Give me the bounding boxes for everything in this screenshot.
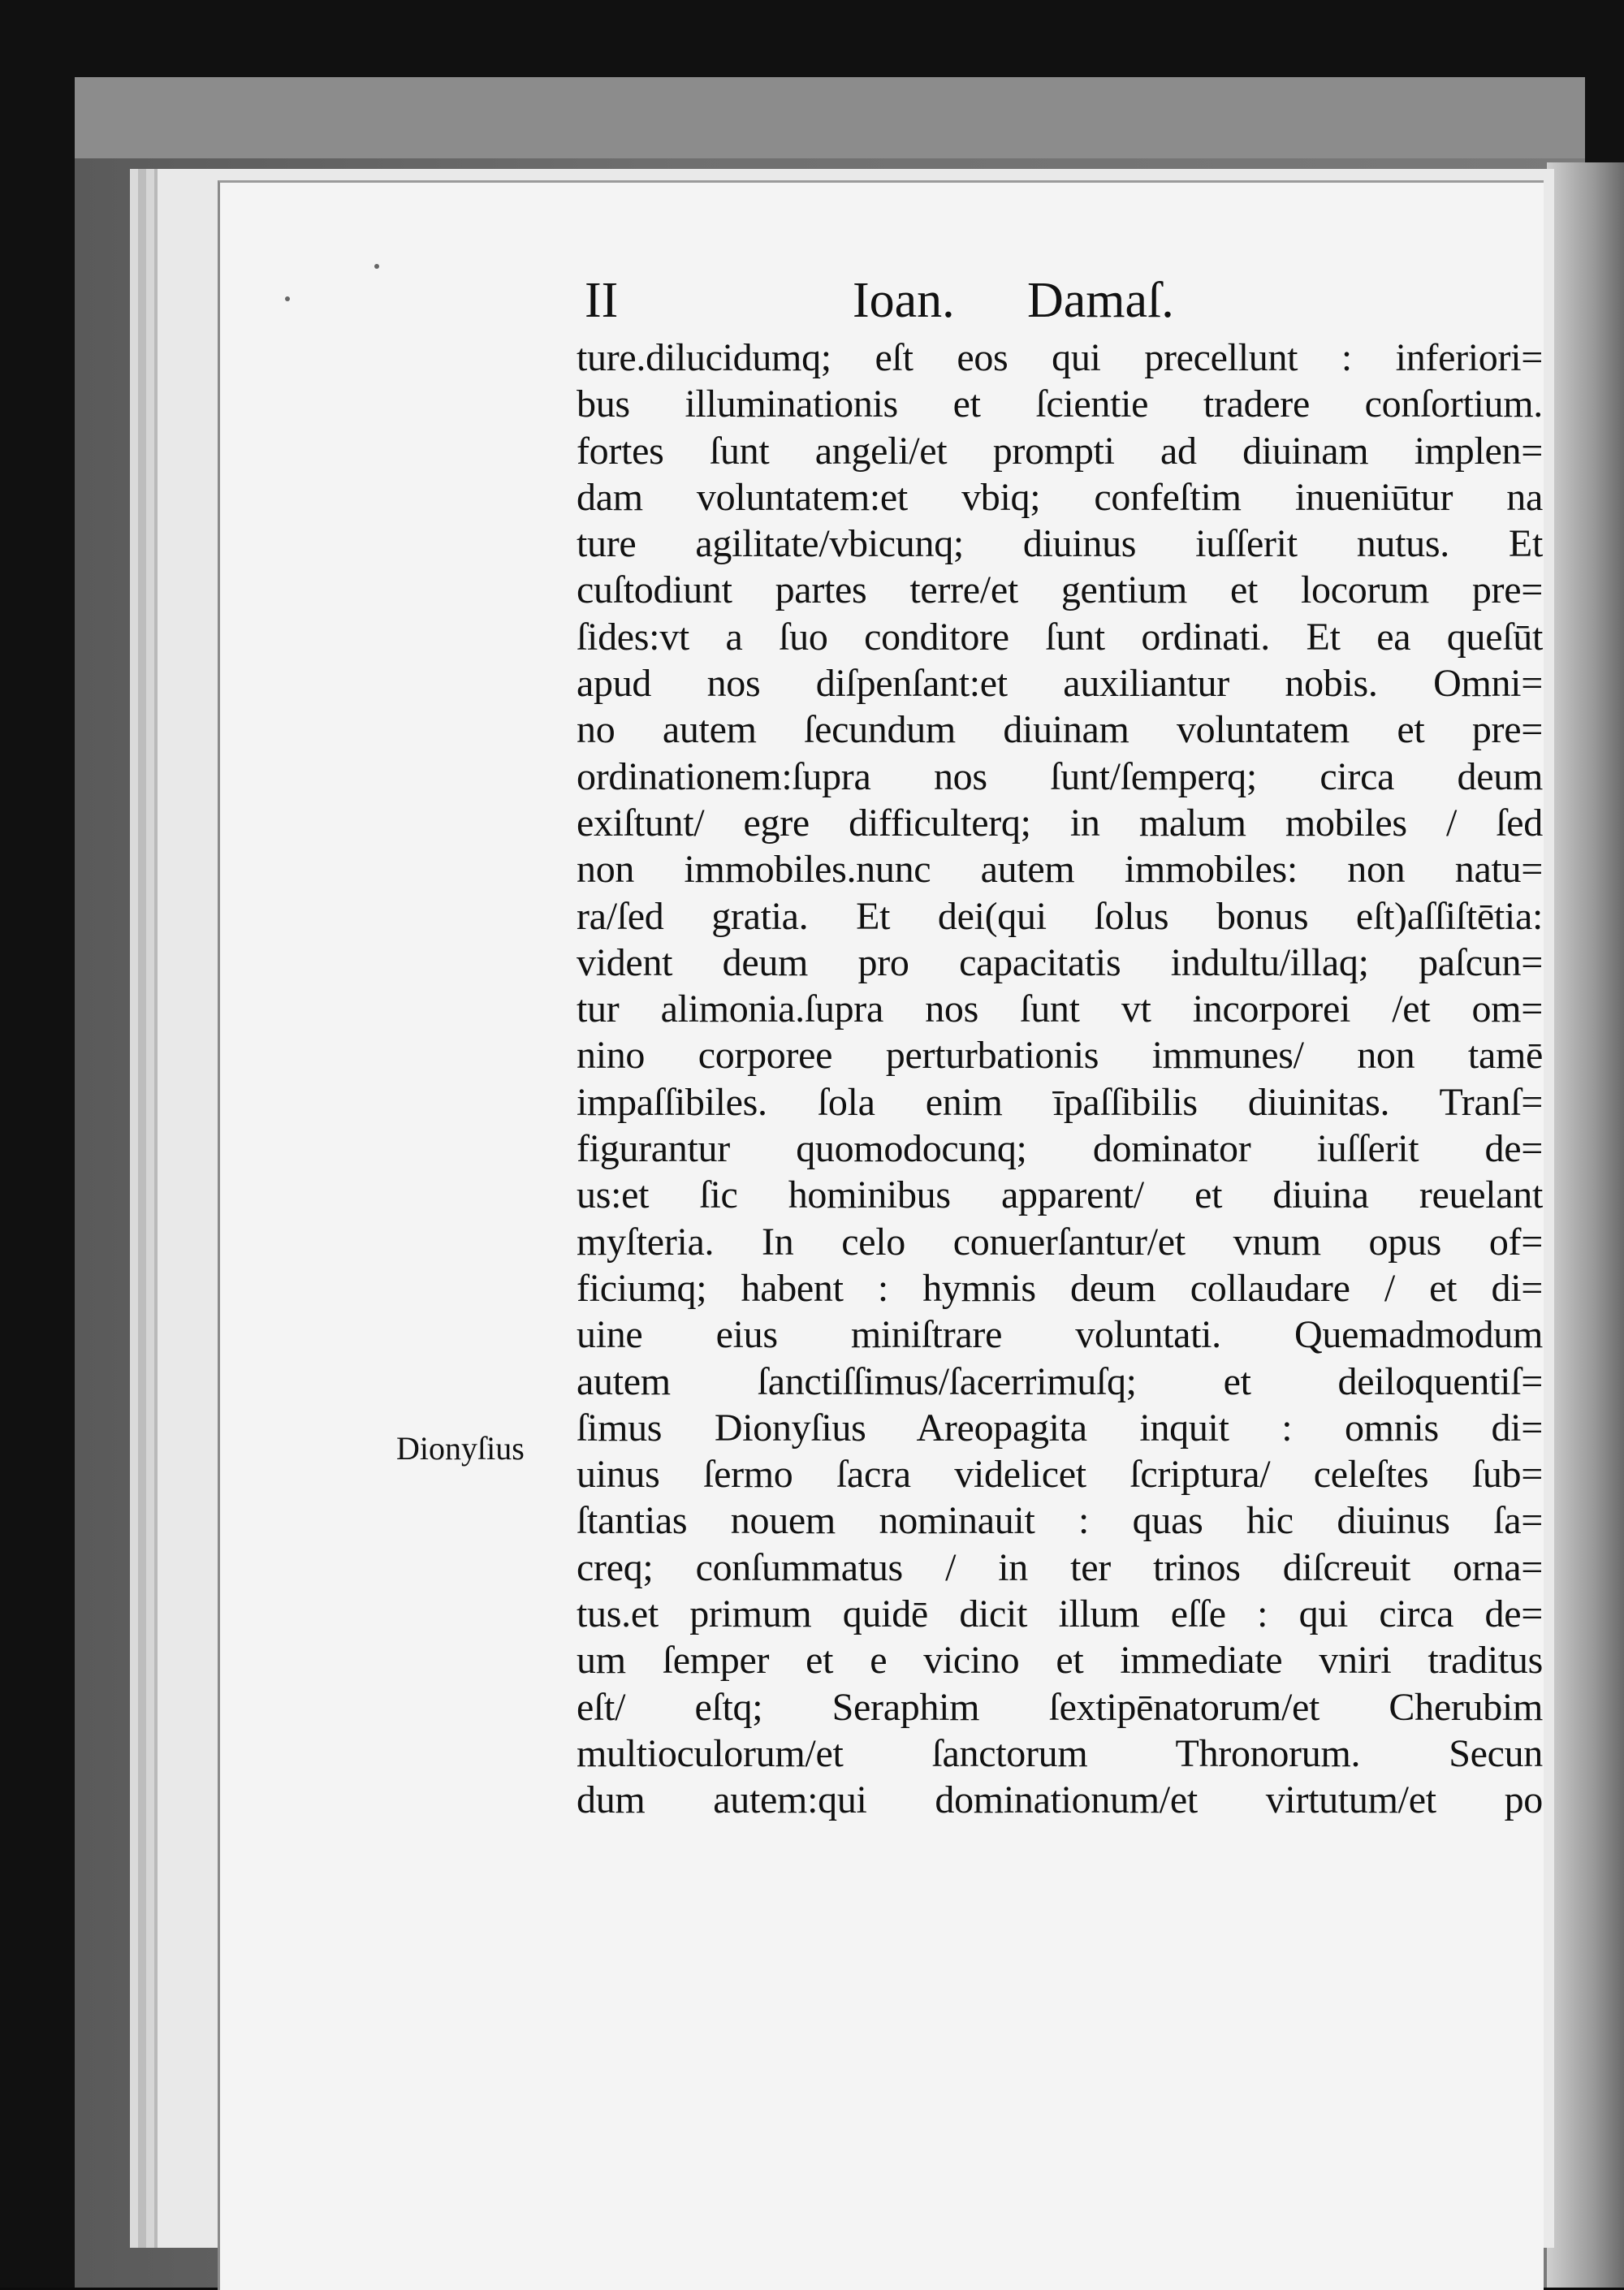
- text-line: ra/ſed gratia. Et dei(qui ſolus bonus eſt)aſſiſtētia:: [577, 894, 1543, 938]
- text-line: impaſſibiles. ſola enim īpaſſibilis diuinitas. Tranſ=: [577, 1080, 1543, 1124]
- text-line: cuſtodiunt partes terre/et gentium et locorum pre=: [577, 568, 1543, 612]
- body-text: [577, 335, 1543, 1824]
- text-line: dam voluntatem:et vbiq; confeſtim inueniūtur na: [577, 475, 1543, 519]
- text-line: tus.et primum quidē dicit illum eſſe : qui circa de=: [577, 1592, 1543, 1636]
- text-line: bus illuminationis et ſcientie tradere conſortium.: [577, 382, 1543, 426]
- text-line: eſt/ eſtq; Seraphim ſextipēnatorum/et Cherubim: [577, 1685, 1543, 1729]
- text-line: ordinationem:ſupra nos ſunt/ſemperq; circa deum: [577, 754, 1543, 798]
- text-line: um ſemper et e vicino et immediate vniri traditus: [577, 1639, 1543, 1683]
- text-line: ture agilitate/vbicunq; diuinus iuſſerit nutus. Et: [577, 522, 1543, 566]
- text-line: dum autem:qui dominationum/et virtutum/et po: [577, 1778, 1543, 1822]
- text-line: non immobiles.nunc autem immobiles: non natu=: [577, 848, 1543, 892]
- text-line: vident deum pro capacitatis indultu/illaq; paſcun=: [577, 940, 1543, 984]
- text-line: uine eius miniſtrare voluntati. Quemadmodum: [577, 1313, 1543, 1357]
- folio-number: II: [585, 273, 619, 328]
- text-line: ſides:vt a ſuo conditore ſunt ordinati. Et ea queſūt: [577, 615, 1543, 659]
- text-line: tur alimonia.ſupra nos ſunt vt incorporei /et om=: [577, 987, 1543, 1031]
- marginal-note: Dionyſius: [396, 1430, 525, 1467]
- text-line: myſteria. In celo conuerſantur/et vnum opus of=: [577, 1220, 1543, 1264]
- facing-page-edge: [1547, 162, 1624, 2288]
- text-line: ficiumq; habent : hymnis deum collaudare / et di=: [577, 1266, 1543, 1310]
- text-line: no autem ſecundum diuinam voluntatem et pre=: [577, 708, 1543, 752]
- text-line: multioculorum/et ſanctorum Thronorum. Secun: [577, 1731, 1543, 1775]
- text-line: apud nos diſpenſant:et auxiliantur nobis. Omni=: [577, 662, 1543, 706]
- text-line: ſtantias nouem nominauit : quas hic diuinus ſa=: [577, 1499, 1543, 1543]
- binding-top-strip: [75, 77, 1585, 158]
- running-title-author: Ioan.: [853, 273, 955, 328]
- text-line: creq; conſummatus / in ter trinos diſcreuit orna=: [577, 1545, 1543, 1589]
- text-line: fortes ſunt angeli/et prompti ad diuinam implen=: [577, 429, 1543, 473]
- text-line: nino corporee perturbationis immunes/ non tamē: [577, 1034, 1543, 1078]
- paper-speck: [374, 264, 379, 269]
- text-line: uinus ſermo ſacra videlicet ſcriptura/ celeſtes ſub=: [577, 1453, 1543, 1497]
- text-line: autem ſanctiſſimus/ſacerrimuſq; et deiloquentiſ=: [577, 1359, 1543, 1403]
- running-title-name: Damaſ.: [1027, 273, 1174, 328]
- text-line: figurantur quomodocunq; dominator iuſſerit de=: [577, 1127, 1543, 1171]
- text-line: exiſtunt/ egre difficulterq; in malum mobiles / ſed: [577, 801, 1543, 845]
- text-line: ſimus Dionyſius Areopagita inquit : omnis di=: [577, 1406, 1543, 1450]
- paper-speck: [285, 296, 290, 301]
- text-line: ture.dilucidumq; eſt eos qui precellunt : inferiori=: [577, 336, 1543, 379]
- text-line: us:et ſic hominibus apparent/ et diuina reuelant: [577, 1173, 1543, 1217]
